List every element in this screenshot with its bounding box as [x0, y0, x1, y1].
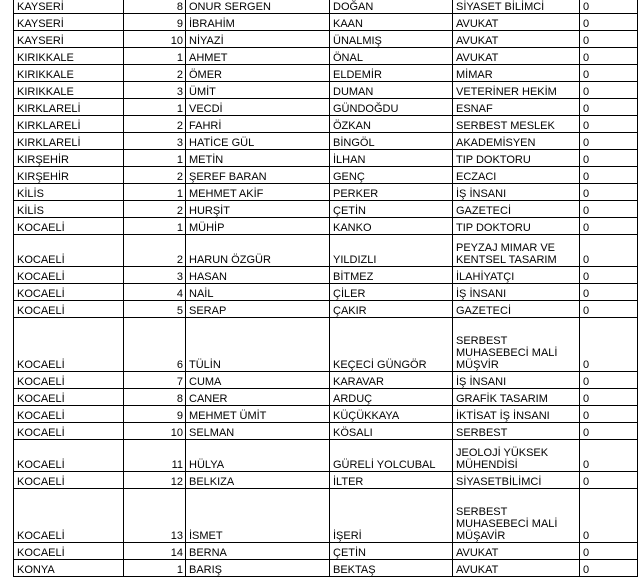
first-name-cell: İBRAHİM: [186, 14, 330, 31]
order-cell: 3: [124, 267, 186, 284]
city-cell: KIRIKKALE: [14, 82, 124, 99]
profession-cell: PEYZAJ MIMAR VE KENTSEL TASARIM: [453, 235, 580, 267]
city-cell: KOCAELİ: [14, 318, 124, 372]
last-name-cell: KEÇECİ GÜNGÖR: [330, 318, 453, 372]
order-cell: 10: [124, 31, 186, 48]
order-cell: 1: [124, 218, 186, 235]
table-row: [14, 389, 638, 406]
profession-cell: AVUKAT: [453, 543, 580, 560]
last-name-cell: ÖNAL: [330, 48, 453, 65]
value-cell: 0: [580, 184, 638, 201]
value-cell: 0: [580, 284, 638, 301]
table-row: [14, 235, 638, 267]
city-cell: KIRŞEHİR: [14, 167, 124, 184]
city-cell: KIRIKKALE: [14, 65, 124, 82]
table-row: [14, 472, 638, 489]
city-cell: KOCAELİ: [14, 440, 124, 472]
profession-cell: AVUKAT: [453, 14, 580, 31]
first-name-cell: ÜMİT: [186, 82, 330, 99]
order-cell: 11: [124, 440, 186, 472]
last-name-cell: ÇETİN: [330, 201, 453, 218]
value-cell: 0: [580, 267, 638, 284]
first-name-cell: ÖMER: [186, 65, 330, 82]
table-row: [14, 48, 638, 65]
table-row: [14, 423, 638, 440]
last-name-cell: ÇETİN: [330, 543, 453, 560]
first-name-cell: METİN: [186, 150, 330, 167]
profession-cell: SERBEST: [453, 423, 580, 440]
table-row: [14, 406, 638, 423]
city-cell: KOCAELİ: [14, 235, 124, 267]
profession-cell: İŞ İNSANI: [453, 184, 580, 201]
city-cell: KIRKLARELİ: [14, 133, 124, 150]
last-name-cell: ELDEMİR: [330, 65, 453, 82]
first-name-cell: HATİCE GÜL: [186, 133, 330, 150]
first-name-cell: AHMET: [186, 48, 330, 65]
profession-cell: TIP DOKTORU: [453, 218, 580, 235]
table-row: [14, 267, 638, 284]
city-cell: KOCAELİ: [14, 218, 124, 235]
value-cell: 0: [580, 560, 638, 577]
profession-cell: TIP DOKTORU: [453, 150, 580, 167]
table-row: [14, 543, 638, 560]
last-name-cell: DUMAN: [330, 82, 453, 99]
first-name-cell: MEHMET AKİF: [186, 184, 330, 201]
profession-cell: İŞ İNSANI: [453, 284, 580, 301]
profession-cell: SERBEST MESLEK: [453, 116, 580, 133]
profession-cell: ESNAF: [453, 99, 580, 116]
profession-cell: AKADEMİSYEN: [453, 133, 580, 150]
first-name-cell: HASAN: [186, 267, 330, 284]
table-row: [14, 31, 638, 48]
profession-cell: SİYASETBİLİMCİ: [453, 472, 580, 489]
order-cell: 14: [124, 543, 186, 560]
table-row: [14, 184, 638, 201]
city-cell: KONYA: [14, 560, 124, 577]
last-name-cell: İLHAN: [330, 150, 453, 167]
order-cell: 3: [124, 82, 186, 99]
order-cell: 2: [124, 116, 186, 133]
order-cell: 7: [124, 372, 186, 389]
value-cell: 0: [580, 543, 638, 560]
table-row: [14, 0, 638, 14]
table-row: [14, 133, 638, 150]
city-cell: KOCAELİ: [14, 406, 124, 423]
table-row: [14, 301, 638, 318]
city-cell: KOCAELİ: [14, 472, 124, 489]
value-cell: 0: [580, 14, 638, 31]
last-name-cell: ÜNALMIŞ: [330, 31, 453, 48]
value-cell: 0: [580, 201, 638, 218]
value-cell: 0: [580, 472, 638, 489]
profession-cell: MİMAR: [453, 65, 580, 82]
city-cell: KIRŞEHİR: [14, 150, 124, 167]
first-name-cell: HÜLYA: [186, 440, 330, 472]
table-row: [14, 201, 638, 218]
last-name-cell: İŞERİ: [330, 489, 453, 543]
last-name-cell: BİTMEZ: [330, 267, 453, 284]
first-name-cell: NAİL: [186, 284, 330, 301]
city-cell: KIRKLARELİ: [14, 116, 124, 133]
value-cell: 0: [580, 133, 638, 150]
city-cell: KOCAELİ: [14, 301, 124, 318]
last-name-cell: ÖZKAN: [330, 116, 453, 133]
value-cell: 0: [580, 301, 638, 318]
profession-cell: VETERİNER HEKİM: [453, 82, 580, 99]
table-row: [14, 284, 638, 301]
first-name-cell: BERNA: [186, 543, 330, 560]
order-cell: 2: [124, 65, 186, 82]
table-row: [14, 489, 638, 543]
value-cell: 0: [580, 406, 638, 423]
table-row: [14, 150, 638, 167]
value-cell: 0: [580, 318, 638, 372]
city-cell: KOCAELİ: [14, 543, 124, 560]
order-cell: 1: [124, 99, 186, 116]
value-cell: 0: [580, 99, 638, 116]
city-cell: KIRIKKALE: [14, 48, 124, 65]
first-name-cell: TÜLİN: [186, 318, 330, 372]
first-name-cell: İSMET: [186, 489, 330, 543]
city-cell: KOCAELİ: [14, 423, 124, 440]
last-name-cell: ÇAKIR: [330, 301, 453, 318]
table-row: [14, 82, 638, 99]
profession-cell: GAZETECİ: [453, 301, 580, 318]
last-name-cell: BİNGÖL: [330, 133, 453, 150]
first-name-cell: NİYAZİ: [186, 31, 330, 48]
value-cell: 0: [580, 48, 638, 65]
last-name-cell: KÜÇÜKKAYA: [330, 406, 453, 423]
order-cell: 9: [124, 406, 186, 423]
value-cell: 0: [580, 150, 638, 167]
order-cell: 1: [124, 150, 186, 167]
first-name-cell: CUMA: [186, 372, 330, 389]
city-cell: KOCAELİ: [14, 267, 124, 284]
value-cell: 0: [580, 372, 638, 389]
table-row: [14, 372, 638, 389]
city-cell: KIRKLARELİ: [14, 99, 124, 116]
profession-cell: İKTİSAT İŞ İNSANI: [453, 406, 580, 423]
city-cell: KAYSERİ: [14, 0, 124, 14]
value-cell: 0: [580, 440, 638, 472]
profession-cell: GRAFİK TASARIM: [453, 389, 580, 406]
last-name-cell: DOĞAN: [330, 0, 453, 14]
profession-cell: GAZETECİ: [453, 201, 580, 218]
first-name-cell: CANER: [186, 389, 330, 406]
table-row: [14, 440, 638, 472]
value-cell: 0: [580, 489, 638, 543]
last-name-cell: GÜNDOĞDU: [330, 99, 453, 116]
value-cell: 0: [580, 167, 638, 184]
city-cell: KOCAELİ: [14, 284, 124, 301]
value-cell: 0: [580, 82, 638, 99]
table-row: [14, 318, 638, 372]
last-name-cell: KANKO: [330, 218, 453, 235]
order-cell: 2: [124, 201, 186, 218]
order-cell: 8: [124, 0, 186, 14]
profession-cell: SİYASET BİLİMCİ: [453, 0, 580, 14]
profession-cell: İLAHİYATÇI: [453, 267, 580, 284]
order-cell: 1: [124, 48, 186, 65]
profession-cell: JEOLOJİ YÜKSEK MÜHENDİSİ: [453, 440, 580, 472]
city-cell: KİLİS: [14, 184, 124, 201]
first-name-cell: MEHMET ÜMİT: [186, 406, 330, 423]
value-cell: 0: [580, 235, 638, 267]
table-row: [14, 116, 638, 133]
value-cell: 0: [580, 389, 638, 406]
first-name-cell: SERAP: [186, 301, 330, 318]
order-cell: 1: [124, 560, 186, 577]
last-name-cell: GENÇ: [330, 167, 453, 184]
last-name-cell: PERKER: [330, 184, 453, 201]
first-name-cell: SELMAN: [186, 423, 330, 440]
value-cell: 0: [580, 423, 638, 440]
first-name-cell: ŞEREF BARAN: [186, 167, 330, 184]
city-cell: KOCAELİ: [14, 389, 124, 406]
first-name-cell: FAHRİ: [186, 116, 330, 133]
city-cell: KİLİS: [14, 201, 124, 218]
value-cell: 0: [580, 31, 638, 48]
order-cell: 1: [124, 184, 186, 201]
city-cell: KAYSERİ: [14, 14, 124, 31]
order-cell: 5: [124, 301, 186, 318]
candidate-table: [13, 0, 638, 577]
first-name-cell: HURŞİT: [186, 201, 330, 218]
order-cell: 3: [124, 133, 186, 150]
last-name-cell: ÇİLER: [330, 284, 453, 301]
last-name-cell: KÖSALI: [330, 423, 453, 440]
last-name-cell: KAAN: [330, 14, 453, 31]
first-name-cell: ONUR SERGEN: [186, 0, 330, 14]
city-cell: KAYSERİ: [14, 31, 124, 48]
order-cell: 2: [124, 167, 186, 184]
order-cell: 10: [124, 423, 186, 440]
first-name-cell: MÜHİP: [186, 218, 330, 235]
order-cell: 2: [124, 235, 186, 267]
profession-cell: AVUKAT: [453, 31, 580, 48]
first-name-cell: VECDİ: [186, 99, 330, 116]
last-name-cell: GÜRELİ YOLCUBAL: [330, 440, 453, 472]
table-row: [14, 65, 638, 82]
last-name-cell: ARDUÇ: [330, 389, 453, 406]
city-cell: KOCAELİ: [14, 489, 124, 543]
table-row: [14, 560, 638, 577]
profession-cell: SERBEST MUHASEBECİ MALİ MÜŞAVİR: [453, 489, 580, 543]
order-cell: 9: [124, 14, 186, 31]
last-name-cell: BEKTAŞ: [330, 560, 453, 577]
last-name-cell: İLTER: [330, 472, 453, 489]
order-cell: 13: [124, 489, 186, 543]
order-cell: 6: [124, 318, 186, 372]
table-row: [14, 167, 638, 184]
value-cell: 0: [580, 116, 638, 133]
table-row: [14, 14, 638, 31]
value-cell: 0: [580, 0, 638, 14]
profession-cell: AVUKAT: [453, 560, 580, 577]
table-row: [14, 218, 638, 235]
first-name-cell: BARIŞ: [186, 560, 330, 577]
order-cell: 8: [124, 389, 186, 406]
profession-cell: İŞ İNSANI: [453, 372, 580, 389]
last-name-cell: KARAVAR: [330, 372, 453, 389]
profession-cell: ECZACI: [453, 167, 580, 184]
value-cell: 0: [580, 218, 638, 235]
last-name-cell: YILDIZLI: [330, 235, 453, 267]
profession-cell: SERBEST MUHASEBECİ MALİ MÜŞVİR: [453, 318, 580, 372]
first-name-cell: HARUN ÖZGÜR: [186, 235, 330, 267]
city-cell: KOCAELİ: [14, 372, 124, 389]
table-row: [14, 99, 638, 116]
order-cell: 12: [124, 472, 186, 489]
order-cell: 4: [124, 284, 186, 301]
value-cell: 0: [580, 65, 638, 82]
first-name-cell: BELKIZA: [186, 472, 330, 489]
profession-cell: AVUKAT: [453, 48, 580, 65]
